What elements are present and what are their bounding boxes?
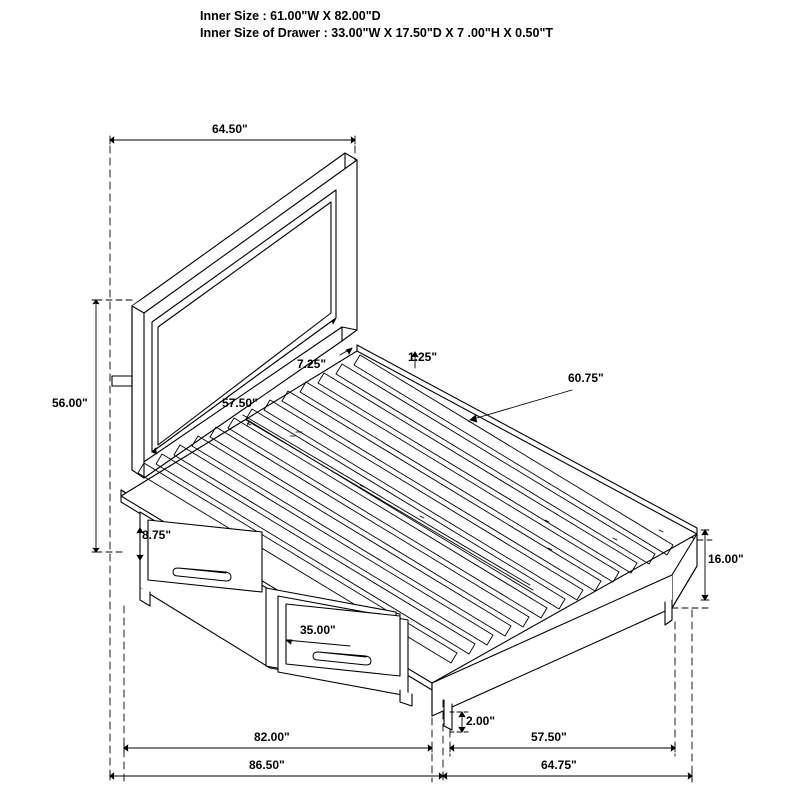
inner-drawer-size-line: Inner Size of Drawer : 33.00"W X 17.50"D X 7 .00"H X 0.50"T: [200, 26, 554, 40]
dim-depth-right-overall: 64.75": [541, 758, 577, 772]
inner-size-line: Inner Size : 61.00"W X 82.00"D: [200, 9, 381, 23]
dim-headboard-panel-offset: 7.25": [297, 357, 327, 371]
dim-headboard-width: 64.50": [212, 122, 248, 136]
dim-rail-thickness: 1.25": [408, 350, 438, 364]
dim-foot-clearance: 2.00": [466, 714, 496, 728]
dim-bed-length-overall: 86.50": [249, 758, 285, 772]
dim-total-height: 56.00": [52, 396, 88, 410]
dim-drawer-width: 35.00": [300, 623, 336, 637]
dim-drawer-face-height: 8.75": [142, 528, 172, 542]
dim-bed-length-body: 82.00": [254, 730, 290, 744]
dim-headboard-inner-width: 57.50": [222, 396, 258, 410]
dim-deck-length: 60.75": [568, 371, 604, 385]
dim-footboard-height: 16.00": [708, 552, 744, 566]
dim-depth-right: 57.50": [531, 730, 567, 744]
